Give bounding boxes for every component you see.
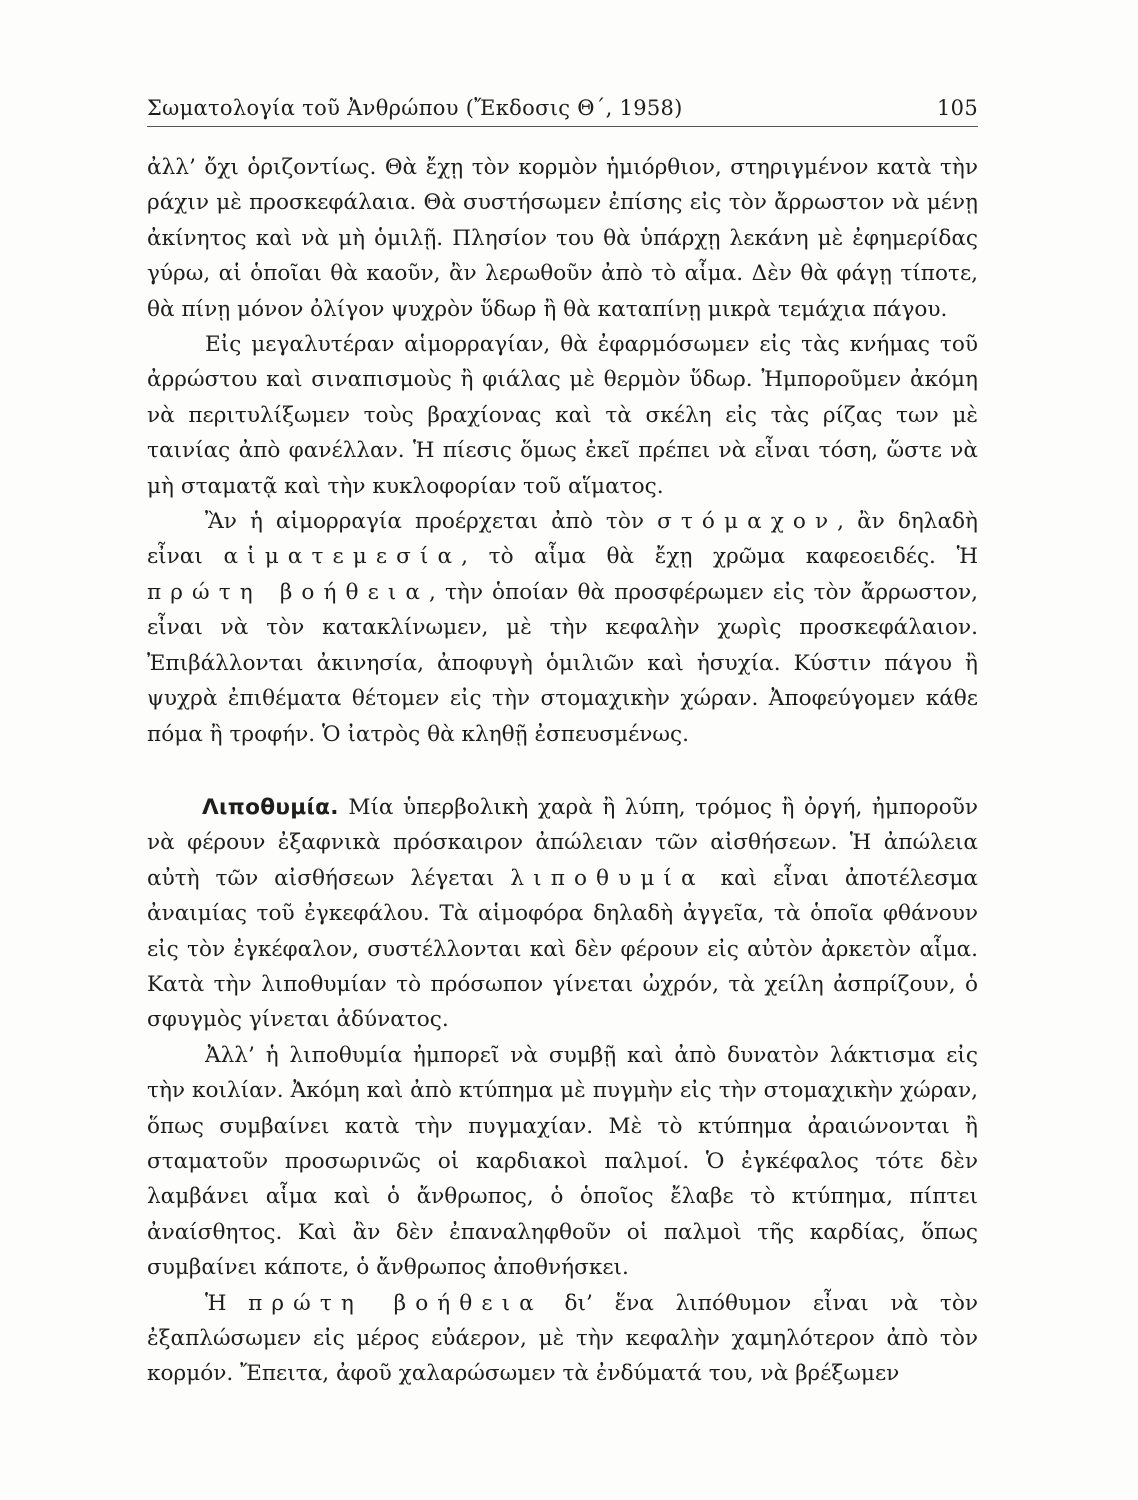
text-run: , τὸ αἷμα θὰ ἔχῃ χρῶμα καφεοειδές. Ἡ xyxy=(461,544,978,570)
running-header xyxy=(147,90,978,127)
text-run: καὶ εἶναι ἀποτέλεσμα ἀναιμίας τοῦ ἐγκεφάλου. Τὰ αἱμοφόρα δηλαδὴ ἀγγεῖα, τὰ ὁποῖα φθάνουν εἰς τὸν ἐγκέφαλον, συστέλλονται καὶ δὲν φέρουν εἰς αὐτὸν ἀρκετὸν αἷμα. Κατὰ τὴν λιποθυμίαν τὸ πρόσωπον γίνεται ὠχρόν, τὰ χείλη ἀσπρίζουν, ὁ σφυγμὸς γίνεται ἀδύνατος. xyxy=(147,865,978,1033)
text-run: Ἂν ἡ αἱμορραγία προέρχεται ἀπὸ τὸν xyxy=(205,509,658,535)
page-body xyxy=(147,150,978,1392)
paragraph-2: Εἰς μεγαλυτέραν αἱμορραγίαν, θὰ ἐφαρμόσωμεν εἰς τὰς κνήμας τοῦ ἀρρώστου καὶ σιναπισμοὺς ἢ φιάλας μὲ θερμὸν ὕδωρ. Ἠμποροῦμεν ἀκόμη νὰ περιτυλίξωμεν τοὺς βραχίονας καὶ τὰ σκέλη εἰς τὰς ρίζας των μὲ ταινίας ἀπὸ φανέλλαν. Ἡ πίεσις ὅμως ἐκεῖ πρέπει νὰ εἶναι τόση, ὥστε νὰ μὴ σταματᾷ καὶ τὴν κυκλοφορίαν τοῦ αἵματος. xyxy=(147,332,978,499)
text-run: Ἡ xyxy=(205,1290,249,1316)
spaced-term-first-aid: πρώτη βοήθεια xyxy=(147,579,430,605)
running-title: Σωματολογία τοῦ Ἀνθρώπου (Ἔκδοσις Θ΄, 1958) xyxy=(147,96,683,120)
text-run: , τὴν ὁποίαν θὰ προσφέρωμεν εἰς τὸν ἄρρωστον, εἶναι νὰ τὸν κατακλίνωμεν, μὲ τὴν κεφαλὴν χωρὶς προσκεφάλαιον. Ἐπιβάλλονται ἀκινησία, ἀποφυγὴ ὁμιλιῶν καὶ ἡσυχία. Κύστιν πάγου ἢ ψυχρὰ ἐπιθέματα θέτομεν εἰς τὴν στομαχικὴν χώραν. Ἀποφεύγομεν κάθε πόμα ἢ τροφήν. Ὁ ἰατρὸς θὰ κληθῇ ἐσπευσμένως. xyxy=(147,579,978,747)
spaced-term-stomach: στόμαχον xyxy=(657,509,838,535)
paragraph-3 xyxy=(147,504,978,752)
paragraph-fainting xyxy=(147,790,978,1038)
text-run: Μία ὑπερβολικὴ χαρὰ ἢ λύπη, τρόμος ἢ ὀργή, ἠμποροῦν νὰ φέρουν ἐξαφνικὰ πρόσκαιρον ἀπώλειαν τῶν αἰσθήσεων. Ἡ ἀπώλεια αὐτὴ τῶν αἰσθήσεων λέγεται xyxy=(147,794,978,891)
text-run: , ἂν δηλαδὴ εἶναι xyxy=(147,509,978,570)
spaced-term-first-aid: πρώτη βοήθεια xyxy=(248,1290,543,1316)
page-number: 105 xyxy=(937,96,978,120)
paragraph-6 xyxy=(147,1286,978,1392)
text-run: δι’ ἕνα λιπόθυμον εἶναι νὰ τὸν ἐξαπλώσωμεν εἰς μέρος εὐάερον, μὲ τὴν κεφαλὴν χαμηλότερον ἀπὸ τὸν κορμόν. Ἔπειτα, ἀφοῦ χαλαρώσωμεν τὰ ἐνδύματά του, νὰ βρέξωμεν xyxy=(147,1290,978,1387)
paragraph-5: Ἀλλ’ ἡ λιποθυμία ἠμπορεῖ νὰ συμβῇ καὶ ἀπὸ δυνατὸν λάκτισμα εἰς τὴν κοιλίαν. Ἀκόμη καὶ ἀπὸ κτύπημα μὲ πυγμὴν εἰς τὴν στομαχικὴν χώραν, ὅπως συμβαίνει κατὰ τὴν πυγμαχίαν. Μὲ τὸ κτύπημα ἀραιώνονται ἢ σταματοῦν προσωρινῶς οἱ καρδιακοὶ παλμοί. Ὁ ἐγκέφαλος τότε δὲν λαμβάνει αἷμα καὶ ὁ ἄνθρωπος, ὁ ὁποῖος ἔλαβε τὸ κτύπημα, πίπτει ἀναίσθητος. Καὶ ἂν δὲν ἐπαναληφθοῦν οἱ παλμοὶ τῆς καρδίας, ὅπως συμβαίνει κάποτε, ὁ ἄνθρωπος ἀποθνήσκει. xyxy=(147,1042,978,1281)
paragraph-1: ἀλλ’ ὄχι ὁριζοντίως. Θὰ ἔχῃ τὸν κορμὸν ἡμιόρθιον, στηριγμένον κατὰ τὴν ράχιν μὲ προσκεφάλαια. Θὰ συστήσωμεν ἐπίσης εἰς τὸν ἄρρωστον νὰ μένῃ ἀκίνητος καὶ νὰ μὴ ὁμιλῇ. Πλησίον του θὰ ὑπάρχῃ λεκάνη μὲ ἐφημερίδας γύρω, αἱ ὁποῖαι θὰ καοῦν, ἂν λερωθοῦν ἀπὸ τὸ αἷμα. Δὲν θὰ φάγῃ τίποτε, θὰ πίνῃ μόνον ὀλίγον ψυχρὸν ὕδωρ ἢ θὰ καταπίνῃ μικρὰ τεμάχια πάγου. xyxy=(147,155,978,322)
spaced-term-hematemesis: αἱματεμεσία xyxy=(223,544,462,570)
spaced-term-fainting: λιποθυμία xyxy=(510,865,705,891)
section-heading: Λιποθυμία. xyxy=(202,794,339,820)
